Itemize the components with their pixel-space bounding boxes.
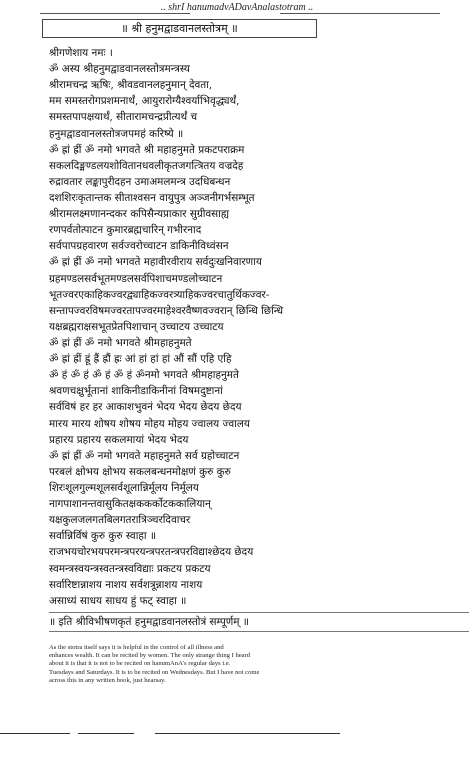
verse-line: हनुमद्वाडवानलस्तोत्रजपमहं करिष्ये ॥ xyxy=(49,127,184,140)
note-line: Tuesdays and Saturdays. It is to be recited on Wednesdays. But I have not come xyxy=(49,668,260,676)
verse-line: राजभयचोरभयपरमन्त्रपरयन्त्रपरतन्त्रपरविद्याश्छेदय छेदय xyxy=(49,546,254,559)
verse-line: यक्षब्रह्मराक्षसभूतप्रेतपिशाचान् उच्चाटय उच्चाटय xyxy=(49,320,224,333)
verse-line: सर्वान्निर्विषं कुरु कुरु स्वाहा ॥ xyxy=(49,530,157,543)
running-header: .. shrI hanumadvADavAnalastotram .. xyxy=(160,2,314,13)
verse-line: श्रीरामचन्द्र ऋषिः, श्रीवडवानलहनुमान् देवता, xyxy=(49,79,213,92)
verse-line: शिरःशूलगुल्मशूलसर्वशूलान्निर्मूलय निर्मूलय xyxy=(49,481,199,494)
verse-line: ॐ ह्रां ह्रीं ह्रूं ह्रैं ह्रौं ह्रः आं हां हां हां औं सौं एहि एहि xyxy=(49,353,232,366)
verse-line: ग्रहमण्डलसर्वभूतमण्डलसर्वपिशाचमण्डलोच्चाटन xyxy=(49,272,223,285)
footer-rule-2 xyxy=(78,733,134,734)
verse-line: भूतज्वरएकाहिकज्वरद्व्याहिकज्वरत्र्याहिकज्वरचातुर्थिकज्वर- xyxy=(49,288,270,301)
verse-line: ॐ ह्रां ह्रीं ॐ नमो भगवते महाहनुमते सर्व ग्रहोच्चाटन xyxy=(49,449,240,462)
verse-line: सकलदिङ्मण्डलयशोवितानधवलीकृतजगत्त्रितय वज्रदेह xyxy=(49,159,244,172)
stotra-title: ॥ श्री हनुमद्वाडवानलस्तोत्रम् ॥ xyxy=(42,19,317,38)
verse-line: दशशिरःकृतान्तक सीताश्वसन वायुपुत्र अञ्जनीगर्भसम्भूत xyxy=(49,191,255,204)
verse-line: यक्षकुलजलगतबिलगतरात्रिञ्चरदिवाचर xyxy=(49,514,191,527)
verse-line: ॐ ह्रां ह्रीं ॐ नमो भगवते महावीरवीराय सर्वदुःखनिवारणाय xyxy=(49,256,262,269)
verse-line: स्वमन्त्रस्वयन्त्रस्वतन्त्रस्वविद्याः प्रकटय प्रकटय xyxy=(49,562,211,575)
verse-block xyxy=(49,45,469,609)
verse-line: समस्तपापक्षयार्थं, सीतारामचन्द्रप्रीत्यर्थं च xyxy=(49,111,198,124)
verse-line: ॐ अस्य श्रीहनुमद्वाडवानलस्तोत्रमन्त्रस्य xyxy=(49,63,190,76)
note-line: enhances wealth. It can be recited by women. The only strange thing I heard xyxy=(49,652,251,660)
footer-rule-1 xyxy=(0,733,70,734)
note-line: about it is that it is not to be recited on hanumAnA's regular days i.e. xyxy=(49,660,231,668)
verse-line: सर्वपापग्रहवारण सर्वज्वरोच्चाटन डाकिनीविध्वंसन xyxy=(49,240,229,253)
verse-line: मारय मारय शोषय शोषय मोहय मोहय ज्वालय ज्वालय xyxy=(49,417,250,430)
note-line: As the stotra itself says it is helpful in the control of all illness and xyxy=(49,644,224,651)
verse-line: सन्तापज्वरविषमज्वरतापज्वरमाहेश्वरवैष्णवज्वरान् छिन्धि छिन्धि xyxy=(49,304,284,317)
header-rule-left xyxy=(40,13,190,14)
verse-line: प्रहारय प्रहारय सकलमायां भेदय भेदय xyxy=(49,433,189,446)
verse-line: ॐ ह्रां ह्रीं ॐ नमो भगवते श्री महाहनुमते प्रकटपराक्रम xyxy=(49,143,245,156)
verse-line: सर्वविषं हर हर आकाशभुवनं भेदय भेदय छेदय छेदय xyxy=(49,401,242,414)
closing-colophon: ॥ इति श्रीविभीषणकृतं हनुमद्वाडवानलस्तोत्रं सम्पूर्णम् ॥ xyxy=(49,612,469,632)
verse-line: सर्वारिष्टान्नाशय नाशय सर्वशत्रून्नाशय नाशय xyxy=(49,578,203,591)
note-line: across this in any written book, just hearsay. xyxy=(49,676,166,684)
verse-line: मम समस्तरोगप्रशमनार्थं, आयुरारोग्यैश्वर्याभिवृद्ध्यर्थं, xyxy=(49,95,240,108)
verse-line: श्रीगणेशाय नमः । xyxy=(49,47,113,59)
verse-line: ॐ हं ॐ हं ॐ हं ॐ हं ॐनमो भगवते श्रीमहाहनुमते xyxy=(49,369,239,382)
verse-line: रुद्रावतार लङ्कापुरीदहन उमाअमलमन्त्र उदधिबन्धन xyxy=(49,175,231,188)
commentary-note xyxy=(49,644,449,685)
verse-line: रणपर्वतोत्पाटन कुमारब्रह्मचारिन् गभीरनाद xyxy=(49,224,202,237)
verse-line: नागपाशानन्तवासुकितक्षककर्कोटककालियान् xyxy=(49,498,211,511)
verse-line: परबलं क्षोभय क्षोभय सकलबन्धनमोक्षणं कुरु कुरु xyxy=(49,465,231,478)
verse-line: श्रीरामलक्ष्मणानन्दकर कपिसैन्यप्राकार सुग्रीवसाह्य xyxy=(49,208,230,221)
header-rule-right xyxy=(280,13,440,14)
footer-rule-3 xyxy=(155,733,340,734)
verse-line: श्रवणचक्षुर्भूतानां शाकिनीडाकिनीनां विषमदुष्टानां xyxy=(49,385,223,398)
verse-line: असाध्यं साधय साधय हुं फट् स्वाहा ॥ xyxy=(49,594,187,607)
verse-line: ॐ ह्रां ह्रीं ॐ नमो भगवते श्रीमहाहनुमते xyxy=(49,336,192,349)
